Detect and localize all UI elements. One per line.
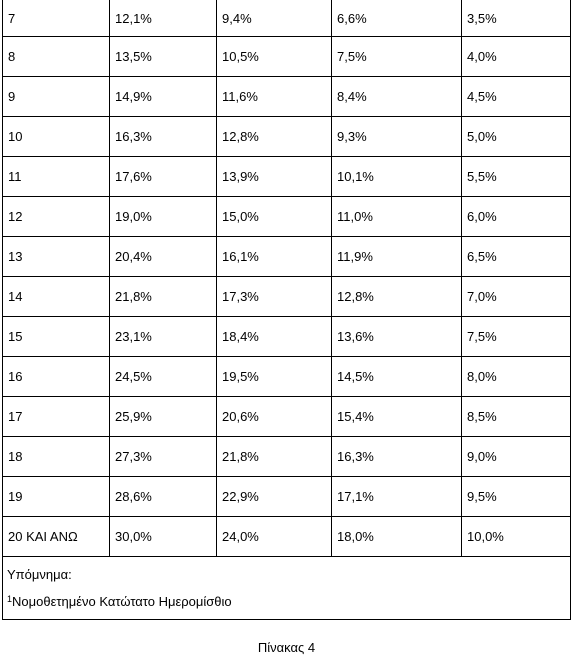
table-cell: 13,6% [332,317,462,357]
row-label-cell: 12 [3,197,110,237]
table-cell: 4,5% [462,77,571,117]
table-cell: 20,4% [110,237,217,277]
data-table [2,0,571,620]
table-cell: 22,9% [217,477,332,517]
table-cell: 16,3% [332,437,462,477]
table-cell: 30,0% [110,517,217,557]
table-cell: 12,1% [110,0,217,37]
table-cell: 9,5% [462,477,571,517]
table-caption: Πίνακας 4 [257,640,316,655]
table-cell: 6,5% [462,237,571,277]
table-cell: 11,9% [332,237,462,277]
table-cell: 23,1% [110,317,217,357]
table-cell: 7,5% [462,317,571,357]
row-label-cell: 11 [3,157,110,197]
table-cell: 9,0% [462,437,571,477]
table-cell: 13,9% [217,157,332,197]
table-cell: 4,0% [462,37,571,77]
legend-cell [3,557,571,620]
table-cell: 7,5% [332,37,462,77]
table-row [3,0,571,37]
table-cell: 13,5% [110,37,217,77]
table-cell: 10,1% [332,157,462,197]
table-cell: 7,0% [462,277,571,317]
table-cell: 19,5% [217,357,332,397]
table-cell: 14,9% [110,77,217,117]
table-cell: 21,8% [217,437,332,477]
row-label-cell: 19 [3,477,110,517]
table-body [3,0,571,557]
table-cell: 12,8% [217,117,332,157]
row-label-cell: 7 [3,0,110,37]
table-row [3,237,571,277]
row-label-cell: 17 [3,397,110,437]
table-row [3,437,571,477]
legend-footnote [7,588,570,615]
table-cell: 18,0% [332,517,462,557]
row-label-cell: 14 [3,277,110,317]
table-row [3,277,571,317]
table-cell: 14,5% [332,357,462,397]
row-label-cell: 9 [3,77,110,117]
footnote-text: Νομοθετημένο Κατώτατο Ημερομίσθιο [12,594,232,609]
table-cell: 3,5% [462,0,571,37]
table-cell: 16,1% [217,237,332,277]
footnote-mark: 1 [7,594,13,604]
table-cell: 28,6% [110,477,217,517]
table-cell: 8,4% [332,77,462,117]
table-cell: 6,0% [462,197,571,237]
table-cell: 17,1% [332,477,462,517]
table-cell: 5,5% [462,157,571,197]
table-cell: 10,5% [217,37,332,77]
row-label-cell: 20 ΚΑΙ ΑΝΩ [3,517,110,557]
table-row [3,157,571,197]
table-cell: 24,0% [217,517,332,557]
table-cell: 8,0% [462,357,571,397]
table-cell: 17,3% [217,277,332,317]
table-row [3,397,571,437]
row-label-cell: 13 [3,237,110,277]
table-cell: 27,3% [110,437,217,477]
table-cell: 21,8% [110,277,217,317]
table-cell: 12,8% [332,277,462,317]
table-cell: 25,9% [110,397,217,437]
table-cell: 15,4% [332,397,462,437]
table-row [3,77,571,117]
table-cell: 9,4% [217,0,332,37]
table-cell: 10,0% [462,517,571,557]
table-cell: 18,4% [217,317,332,357]
table-cell: 15,0% [217,197,332,237]
table-row [3,37,571,77]
table-row [3,357,571,397]
table-cell: 5,0% [462,117,571,157]
row-label-cell: 10 [3,117,110,157]
table-cell: 11,6% [217,77,332,117]
legend-section [3,557,571,620]
legend-row [3,557,571,620]
row-label-cell: 16 [3,357,110,397]
table-row [3,517,571,557]
table-row [3,117,571,157]
table-cell: 24,5% [110,357,217,397]
table-cell: 20,6% [217,397,332,437]
table-row [3,317,571,357]
table-cell: 17,6% [110,157,217,197]
row-label-cell: 18 [3,437,110,477]
table-row [3,477,571,517]
table-cell: 19,0% [110,197,217,237]
row-label-cell: 8 [3,37,110,77]
legend-title: Υπόμνημα: [7,567,72,582]
table-cell: 6,6% [332,0,462,37]
table-cell: 16,3% [110,117,217,157]
table-cell: 8,5% [462,397,571,437]
table-cell: 11,0% [332,197,462,237]
table-row [3,197,571,237]
row-label-cell: 15 [3,317,110,357]
table-cell: 9,3% [332,117,462,157]
